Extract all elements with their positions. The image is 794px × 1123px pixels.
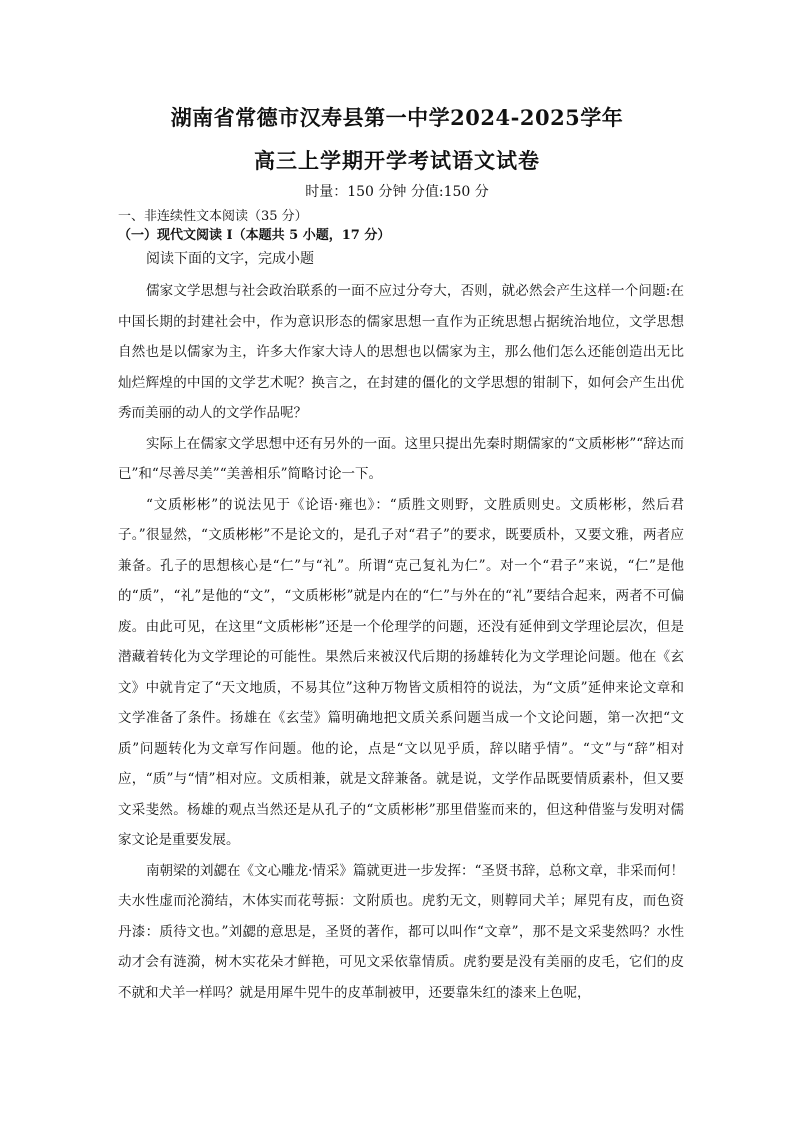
document-subtitle: 高三上学期开学考试语文试卷 <box>254 148 540 173</box>
paragraph: 实际上在儒家文学思想中还有另外的一面。这里只提出先秦时期儒家的“文质彬彬”“辞达而已”和“尽善尽美”“美善相乐”简略讨论一下。 <box>118 435 684 482</box>
subsection-heading: （一）现代文阅读 I（本题共 5 小题，17 分） <box>118 228 391 243</box>
exam-info: 时量：150 分钟 分值:150 分 <box>305 184 489 200</box>
paragraph: “文质彬彬”的说法见于《论语·雍也》：“质胜文则野，文胜质则史。文质彬彬，然后君子。”很显然，“文质彬彬”不是论文的，是孔子对“君子”的要求，既要质朴，又要文雅，两者应兼备。孔子的思想核心是“仁”与“礼”。所谓“克己复礼为仁”。对一个“君子”来说，“仁”是他的“质”，“礼”是他的“文”，“文质彬彬”就是内在的“仁”与外在的“礼”要结合起来，两者不可偏废。由此可见，在这里“文质彬彬”还是一个伦理学的问题，还没有延伸到文学理论层次，但是潜藏着转化为文学理论的可能性。果然后来被汉代后期的扬雄转化为文学理论问题。他在《玄文》中就肯定了“天文地质，不易其位”这种万物皆文质相符的说法，为“文质”延伸来论文章和文学准备了条件。扬雄在《玄莹》篇明确地把文质关系问题当成一个文论问题，第一次把“文质”问题转化为文章写作问题。他的论，点是“文以见乎质，辞以睹乎情”。“文”与“辞”相对应，“质”与“情”相对应。文质相兼，就是文辞兼备。就是说，文学作品既要情质素朴，但又要文采斐然。杨雄的观点当然还是从孔子的“文质彬彬”那里借鉴而来的，但这种借鉴与发明对儒家文论是重要发展。 <box>118 496 684 848</box>
paragraph: 儒家文学思想与社会政治联系的一面不应过分夸大，否则，就必然会产生这样一个问题:在中国长期的封建社会中，作为意识形态的儒家思想一直作为正统思想占据统治地位，文学思想自然也是以儒家为主，许多大作家大诗人的思想也以儒家为主，那么他们怎么还能创造出无比灿烂辉煌的中国的文学艺术呢？换言之，在封建的僵化的文学思想的钳制下，如何会产生出优秀而美丽的动人的文学作品呢？ <box>118 283 684 421</box>
document-title: 湖南省常德市汉寿县第一中学2024-2025学年 <box>170 105 624 130</box>
section-heading: 一、非连续性文本阅读（35 分） <box>118 209 308 224</box>
paragraph: 南朝梁的刘勰在《文心雕龙·情采》篇就更进一步发挥：“圣贤书辞，总称文章，非采而何！夫水性虚而沦漪结，木体实而花萼振：文附质也。虎豹无文，则鞟同犬羊；犀兕有皮，而色资丹漆：质待文也。”刘勰的意思是，圣贤的著作，都可以叫作“文章”，那不是文采斐然吗？水性动才会有涟漪，树木实花朵才鲜艳，可见文采依靠情质。虎豹要是没有美丽的皮毛，它们的皮不就和犬羊一样吗？就是用犀牛兕牛的皮革制被甲，还要靠朱红的漆来上色呢， <box>118 862 684 1001</box>
reading-instruction: 阅读下面的文字，完成小题 <box>146 251 314 267</box>
passage-body <box>118 276 684 1008</box>
